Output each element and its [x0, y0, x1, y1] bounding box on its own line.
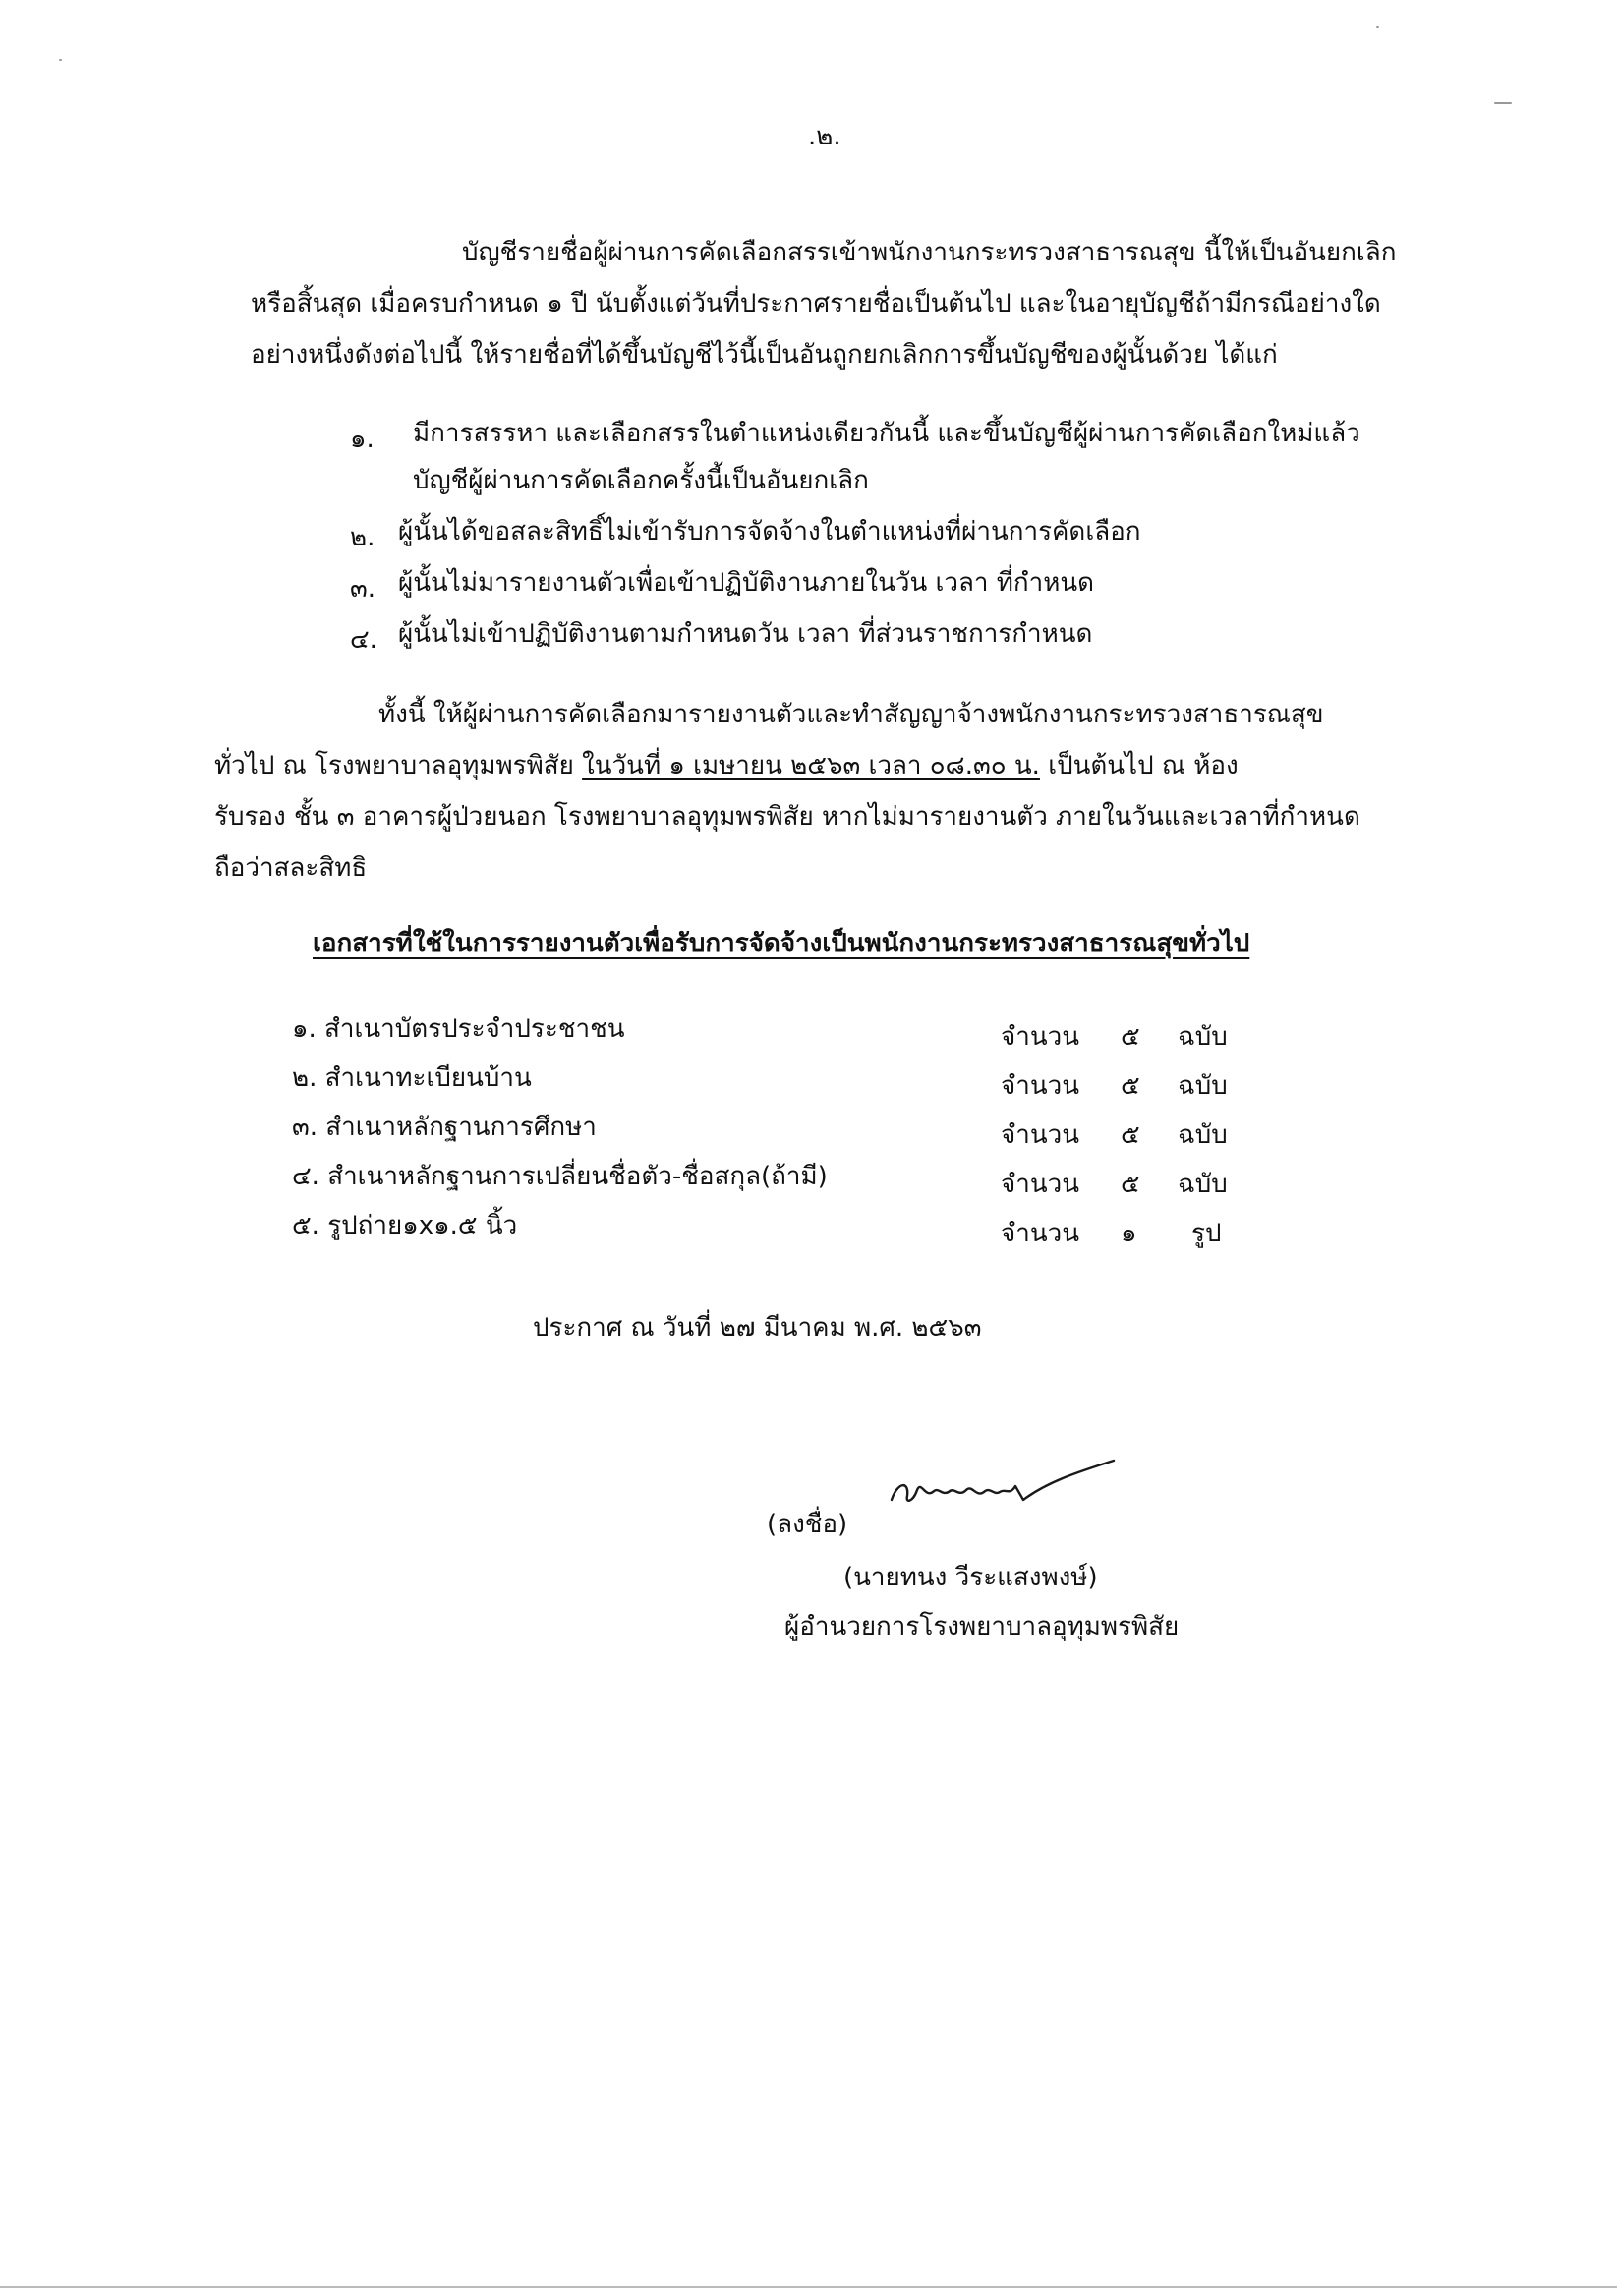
scan-speck [1376, 26, 1379, 28]
condition-1-number: ๑. [350, 425, 375, 454]
report-line-2-end: เป็นต้นไป ณ ห้อง [1039, 751, 1239, 780]
document-item-unit: ฉบับ [1178, 1120, 1228, 1150]
document-item-qty: ๕ [1121, 1120, 1140, 1150]
document-item-unit: ฉบับ [1178, 1071, 1228, 1101]
condition-1-text: มีการสรรหา และเลือกสรรในตำแหน่งเดียวกันนี้ และขึ้นบัญชีผู้ผ่านการคัดเลือกใหม่แล้ว [413, 419, 1360, 448]
document-item-label: ๓. สำเนาหลักฐานการศึกษา [292, 1113, 597, 1142]
report-date-time: ในวันที่ ๑ เมษายน ๒๕๖๓ เวลา ๐๘.๓๐ น. [582, 751, 1040, 780]
document-item-qty: ๕ [1121, 1170, 1140, 1199]
scan-speck [59, 59, 62, 61]
document-item-qty-label: จำนวน [1001, 1071, 1079, 1101]
document-item-qty: ๕ [1121, 1022, 1140, 1052]
document-item-qty-label: จำนวน [1001, 1022, 1079, 1052]
condition-4-text: ผู้นั้นไม่เข้าปฏิบัติงานตามกำหนดวัน เวลา ที่ส่วนราชการกำหนด [398, 619, 1093, 649]
report-line-2 [214, 749, 1239, 782]
document-item-qty-label: จำนวน [1001, 1170, 1079, 1199]
announcement-date: ประกาศ ณ วันที่ ๒๗ มีนาคม พ.ศ. ๒๕๖๓ [533, 1313, 982, 1343]
signatory-position: ผู้อำนวยการโรงพยาบาลอุทุมพรพิสัย [784, 1612, 1180, 1641]
condition-2-number: ๒. [350, 523, 375, 552]
handwritten-signature [880, 1453, 1126, 1521]
document-item-qty: ๑ [1121, 1219, 1137, 1248]
document-item-label: ๑. สำเนาบัตรประจำประชาชน [292, 1014, 625, 1044]
scan-speck [1494, 102, 1512, 104]
scan-edge-line [0, 2286, 1617, 2288]
intro-line-2: หรือสิ้นสุด เมื่อครบกำหนด ๑ ปี นับตั้งแต่วันที่ประกาศรายชื่อเป็นต้นไป และในอายุบัญชีถ้ามีกรณีอย่างใด [251, 289, 1381, 318]
document-item-qty-label: จำนวน [1001, 1120, 1079, 1150]
report-line-1: ทั้งนี้ ให้ผู้ผ่านการคัดเลือกมารายงานตัวและทำสัญญาจ้างพนักงานกระทรวงสาธารณสุข [378, 700, 1324, 729]
intro-line-1: บัญชีรายชื่อผู้ผ่านการคัดเลือกสรรเข้าพนักงานกระทรวงสาธารณสุข นี้ให้เป็นอันยกเลิก [462, 238, 1397, 267]
page-number: .๒. [808, 122, 841, 151]
document-item-qty-label: จำนวน [1001, 1219, 1079, 1248]
document-item-label: ๒. สำเนาทะเบียนบ้าน [292, 1063, 532, 1093]
document-item-unit: ฉบับ [1178, 1022, 1228, 1052]
condition-3-number: ๓. [350, 574, 376, 603]
report-line-2-start: ทั่วไป ณ โรงพยาบาลอุทุมพรพิสัย [214, 751, 583, 780]
report-line-4: ถือว่าสละสิทธิ [214, 853, 368, 883]
condition-4-number: ๔. [350, 625, 377, 655]
document-item-label: ๔. สำเนาหลักฐานการเปลี่ยนชื่อตัว-ชื่อสกุล(ถ้ามี) [292, 1162, 828, 1191]
condition-2-text: ผู้นั้นได้ขอสละสิทธิ์ไม่เข้ารับการจัดจ้างในตำแหน่งที่ผ่านการคัดเลือก [398, 517, 1141, 546]
document-item-qty: ๕ [1121, 1071, 1140, 1101]
sign-label: (ลงชื่อ) [767, 1510, 848, 1539]
documents-heading: เอกสารที่ใช้ในการรายงานตัวเพื่อรับการจัดจ้างเป็นพนักงานกระทรวงสาธารณสุขทั่วไป [313, 929, 1250, 958]
signatory-name: (นายทนง วีระแสงพงษ์) [843, 1563, 1098, 1592]
document-item-unit: ฉบับ [1178, 1170, 1228, 1199]
condition-1-text-continued: บัญชีผู้ผ่านการคัดเลือกครั้งนี้เป็นอันยกเลิก [413, 466, 869, 495]
report-line-3: รับรอง ชั้น ๓ อาคารผู้ป่วยนอก โรงพยาบาลอุทุมพรพิสัย หากไม่มารายงานตัว ภายในวันและเวลาที่กำหนด [214, 802, 1360, 832]
document-item-label: ๕. รูปถ่าย๑x๑.๕ นิ้ว [292, 1211, 518, 1240]
intro-line-3: อย่างหนึ่งดังต่อไปนี้ ให้รายชื่อที่ได้ขึ้นบัญชีไว้นี้เป็นอันถูกยกเลิกการขึ้นบัญชีของผู้นั้นด้วย ได้แก่ [251, 340, 1278, 370]
document-item-unit: รูป [1191, 1219, 1222, 1248]
condition-3-text: ผู้นั้นไม่มารายงานตัวเพื่อเข้าปฏิบัติงานภายในวัน เวลา ที่กำหนด [398, 568, 1095, 598]
